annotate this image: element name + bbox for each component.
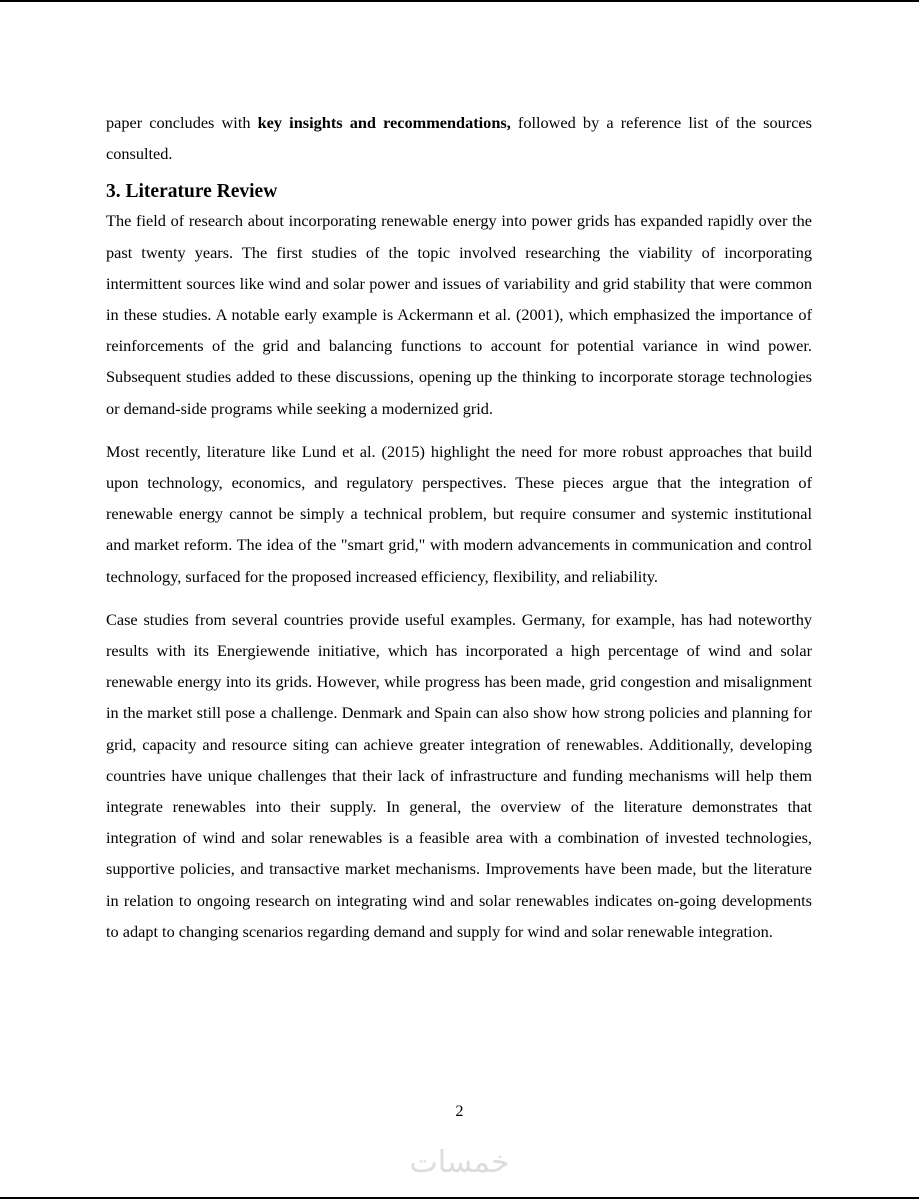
page-top-border xyxy=(0,0,919,2)
literature-paragraph-3: Case studies from several countries provide useful examples. Germany, for example, has had noteworthy results with its Energiewende initiative, which has incorporated a high percentage of wind and solar renewable energy into its grids. However, while progress has been made, grid congestion and misalignment in the market still pose a challenge. Denmark and Spain can also show how strong policies and planning for grid, capacity and resource siting can achieve greater integration of renewables. Additionally, developing countries have unique challenges that their lack of infrastructure and funding mechanisms will help them integrate renewables into their supply. In general, the overview of the literature demonstrates that integration of wind and solar renewables is a feasible area with a combination of invested technologies, supportive policies, and transactive market mechanisms. Improvements have been made, but the literature in relation to ongoing research on integrating wind and solar renewables indicates on-going developments to adapt to changing scenarios regarding demand and supply for wind and solar renewable integration. xyxy=(106,609,812,941)
intro-continuation-paragraph xyxy=(106,107,812,169)
literature-paragraph-1: The field of research about incorporating renewable energy into power grids has expanded rapidly over the past twenty years. The first studies of the topic involved researching the viability of incorporating intermittent sources like wind and solar power and issues of variability and grid stability that were common in these studies. A notable early example is Ackermann et al. (2001), which emphasized the importance of reinforcements of the grid and balancing functions to account for potential variance in wind power. Subsequent studies added to these discussions, opening up the thinking to incorporate storage technologies or demand-side programs while seeking a modernized grid. xyxy=(106,211,812,418)
intro-bold-phrase: key insights and recommendations, xyxy=(257,113,511,132)
literature-paragraph-2: Most recently, literature like Lund et al. (2015) highlight the need for more robust approaches that build upon technology, economics, and regulatory perspectives. These pieces argue that the integration of renewable energy cannot be simply a technical problem, but require consumer and systemic institutional and market reform. The idea of the "smart grid," with modern advancements in communication and control technology, surfaced for the proposed increased efficiency, flexibility, and reliability. xyxy=(106,441,812,586)
intro-text-after-bold: followed by a reference list of the sources consulted. xyxy=(106,113,812,164)
document-page-body xyxy=(106,107,812,947)
intro-text-before-bold: paper concludes with xyxy=(106,113,258,132)
watermark-logo: خمسات xyxy=(409,1145,510,1180)
page-number: 2 xyxy=(455,1101,464,1120)
section-heading-literature-review: 3. Literature Review xyxy=(106,181,278,203)
